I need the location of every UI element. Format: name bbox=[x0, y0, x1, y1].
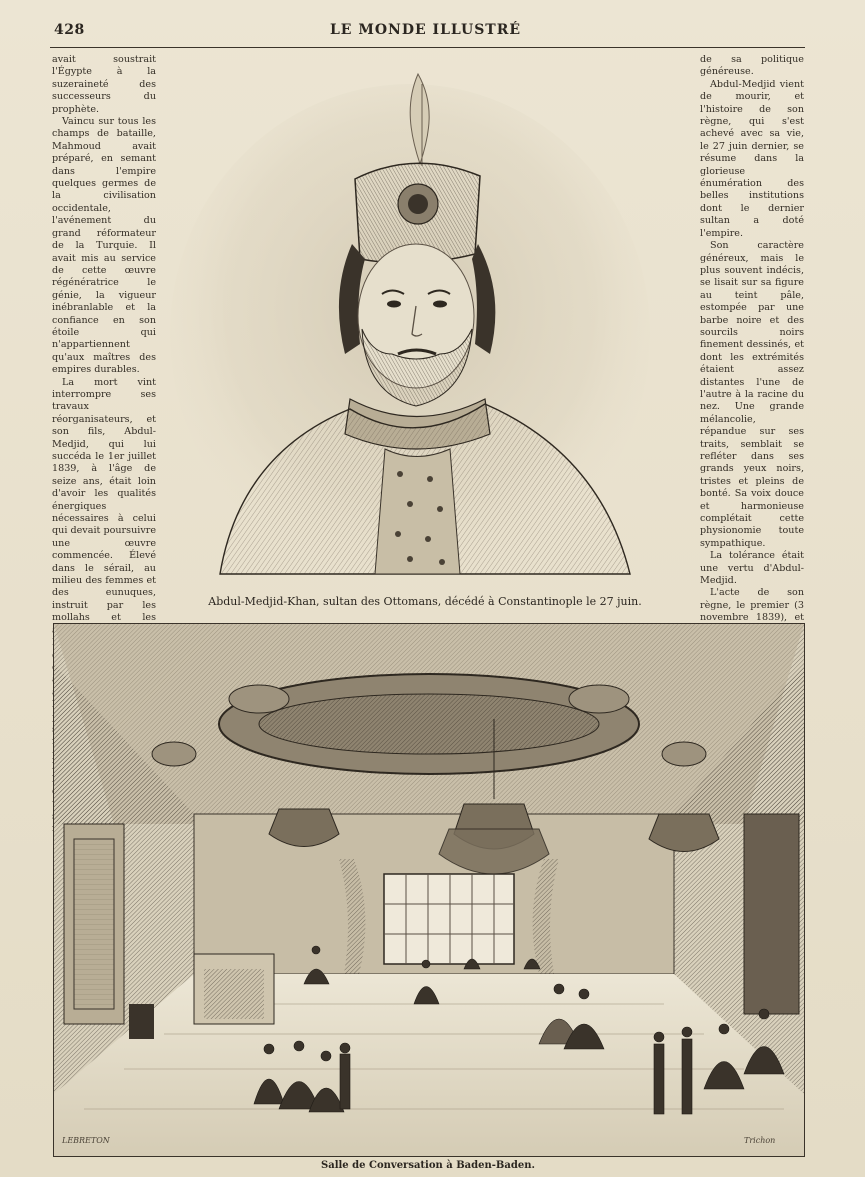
right-paragraph: Son caractère généreux, mais le plus souvent indécis, se lisait sur sa figure au teint pâle, estompée par une barbe noire et des sourcils noirs finement dessinés, et dont les extrémités étaient assez distantes l'une de l'autre à la racine du nez. Une grande mélancolie, répandue sur ses traits, semblait se refléter dans ses grands yeux noirs, tristes et pleins de bonté. Sa voix douce et harmonieuse complétait cette physionomie toute sympathique. bbox=[700, 240, 804, 549]
sultan-portrait-engraving bbox=[160, 54, 690, 590]
right-paragraph: Abdul-Medjid vient de mourir, et l'histoire de son règne, qui s'est achevé avec sa vie, le 27 juin dernier, se résume dans la glorieuse énumération des belles institutions dont le dernier sultan a doté l'empire. bbox=[700, 78, 804, 239]
left-paragraph: Vaincu sur tous les champs de bataille, Mahmoud avait préparé, en semant dans l'empire quelques germes de la civilisation occidentale, l'avénement du grand réformateur de la Turquie. Il avait mis au service de cette œuvre régénératrice le génie, la vigueur inébranlable et la confiance en son étoile qui n'appartiennent qu'aux maîtres des empires durables. bbox=[52, 116, 156, 376]
journal-title: LE MONDE ILLUSTRÉ bbox=[329, 22, 522, 38]
engraver-signature-left: LEBRETON bbox=[62, 1136, 110, 1145]
portrait-caption: Abdul-Medjid-Khan, sultan des Ottomans, décédé à Constantinople le 27 juin. bbox=[208, 595, 642, 608]
left-paragraph: avait soustrait l'Égypte à la suzeraineté des successeurs du prophète. bbox=[52, 54, 156, 115]
page-header bbox=[48, 20, 803, 44]
engraver-signature-right: Trichon bbox=[744, 1136, 776, 1145]
right-paragraph: La tolérance était une vertu d'Abdul-Medjid. bbox=[700, 550, 804, 587]
ballroom-caption: Salle de Conversation à Baden-Baden. bbox=[321, 1160, 535, 1171]
page-number: 428 bbox=[54, 22, 85, 38]
portrait-illustration bbox=[160, 54, 690, 590]
right-paragraph: de sa politique généreuse. bbox=[700, 54, 804, 78]
ballroom-illustration bbox=[54, 624, 804, 1156]
header-rule bbox=[50, 47, 805, 48]
ballroom-engraving bbox=[53, 623, 805, 1157]
right-paragraph: L'acte de son règne, le premier (3 novembre 1839), et bbox=[700, 587, 804, 624]
left-paragraph: La mort vint interrompre ses travaux réorganisateurs, et son fils, Abdul-Medjid, qui lui succéda le 1er juillet 1839, à l'âge de seize ans, était loin d'avoir les qualités énergiques nécessaires à celui qui devait poursuivre une œuvre commencée. Élevé dans le sérail, au milieu des femmes et des eunuques, instruit par les mollahs et les bbox=[52, 376, 156, 624]
